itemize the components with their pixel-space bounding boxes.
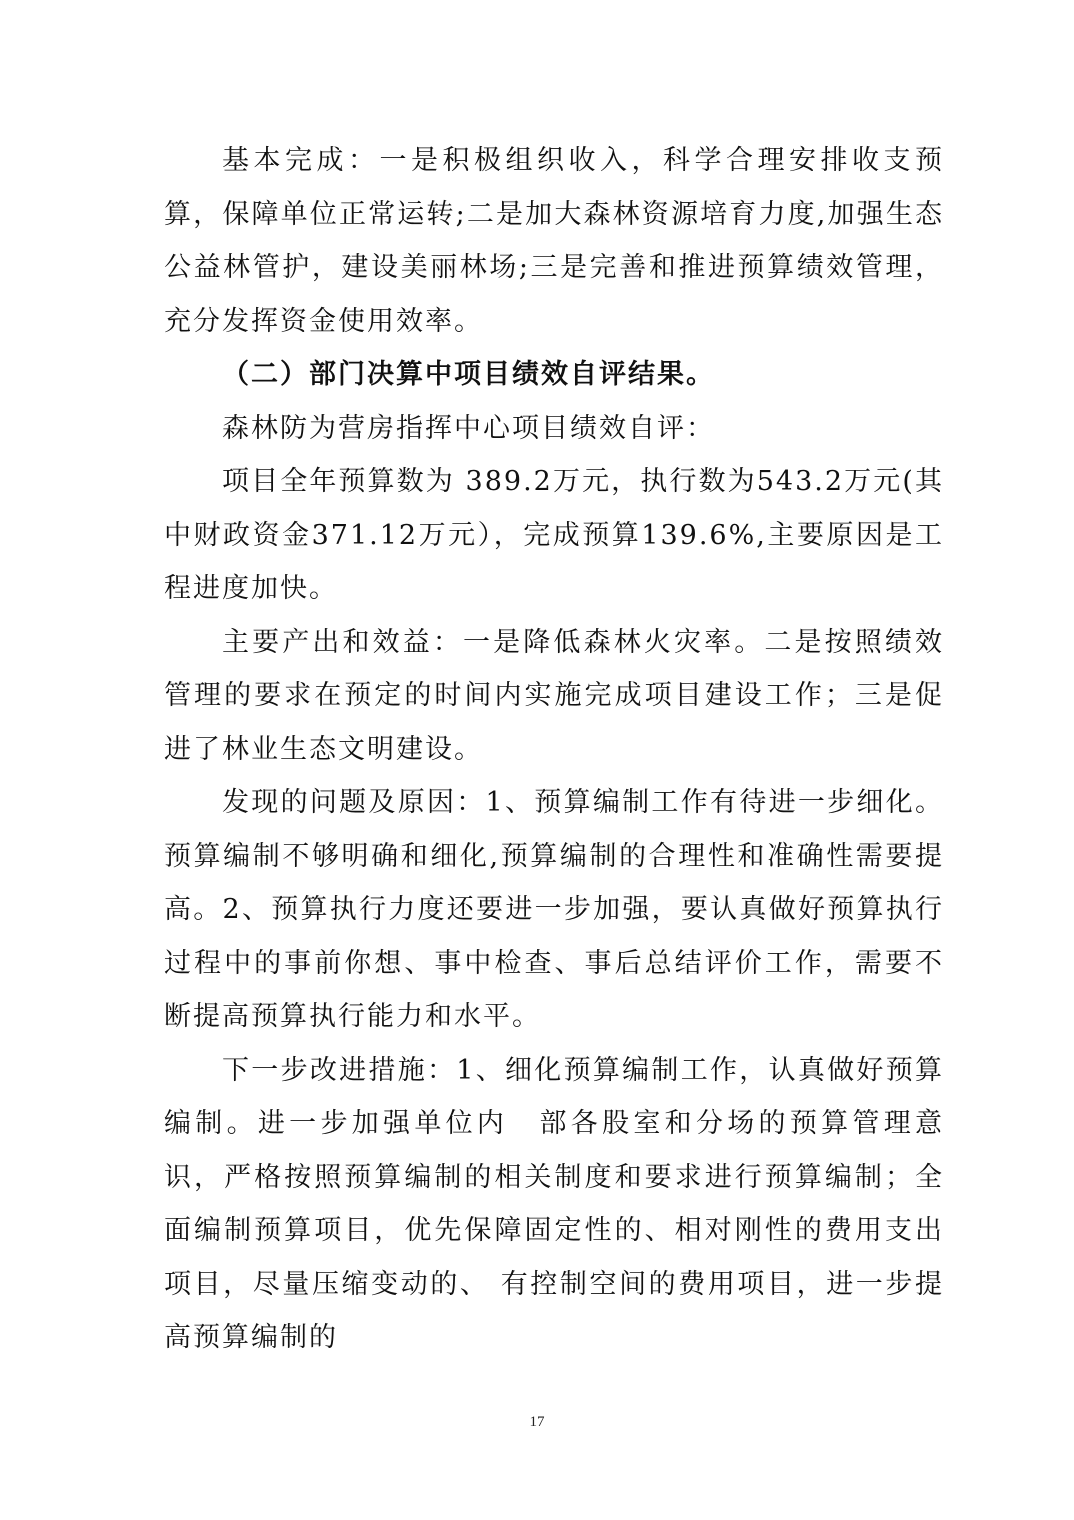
- paragraph-basic-completion: 基本完成：一是积极组织收入，科学合理安排收支预算，保障单位正常运转;二是加大森林资源培育力度,加强生态公益林管护，建设美丽林场;三是完善和推进预算绩效管理，充分发挥资金使用效率。: [164, 145, 944, 337]
- page-number: 17: [529, 1414, 545, 1430]
- paragraph-budget-execution: 项目全年预算数为 389.2万元，执行数为543.2万元(其中财政资金371.12万元），完成预算139.6%,主要原因是工程进度加快。: [164, 466, 944, 604]
- document-body: [164, 134, 944, 1365]
- paragraph-outputs-benefits: 主要产出和效益：一是降低森林火灾率。二是按照绩效管理的要求在预定的时间内实施完成项目建设工作；三是促进了林业生态文明建设。: [164, 626, 944, 765]
- paragraph-improvement-measures: 下一步改进措施：1、细化预算编制工作，认真做好预算编制。进一步加强单位内 部各股室和分场的预算管理意识，严格按照预算编制的相关制度和要求进行预算编制；全面编制预算项目，优先保障固定性的、相对刚性的费用支出项目，尽量压缩变动的、 有控制空间的费用项目，进一步提高预算编制的: [164, 1054, 944, 1353]
- paragraph-project-name: 森林防为营房指挥中心项目绩效自评：: [222, 412, 715, 444]
- paragraph-problems-causes: 发现的问题及原因：1、预算编制工作有待进一步细化。预算编制不够明确和细化,预算编制的合理性和准确性需要提高。2、预算执行力度还要进一步加强，要认真做好预算执行过程中的事前你想、事中检查、事后总结评价工作，需要不断提高预算执行能力和水平。: [164, 787, 944, 1032]
- section-heading-project-evaluation: （二）部门决算中项目绩效自评结果。: [222, 359, 715, 390]
